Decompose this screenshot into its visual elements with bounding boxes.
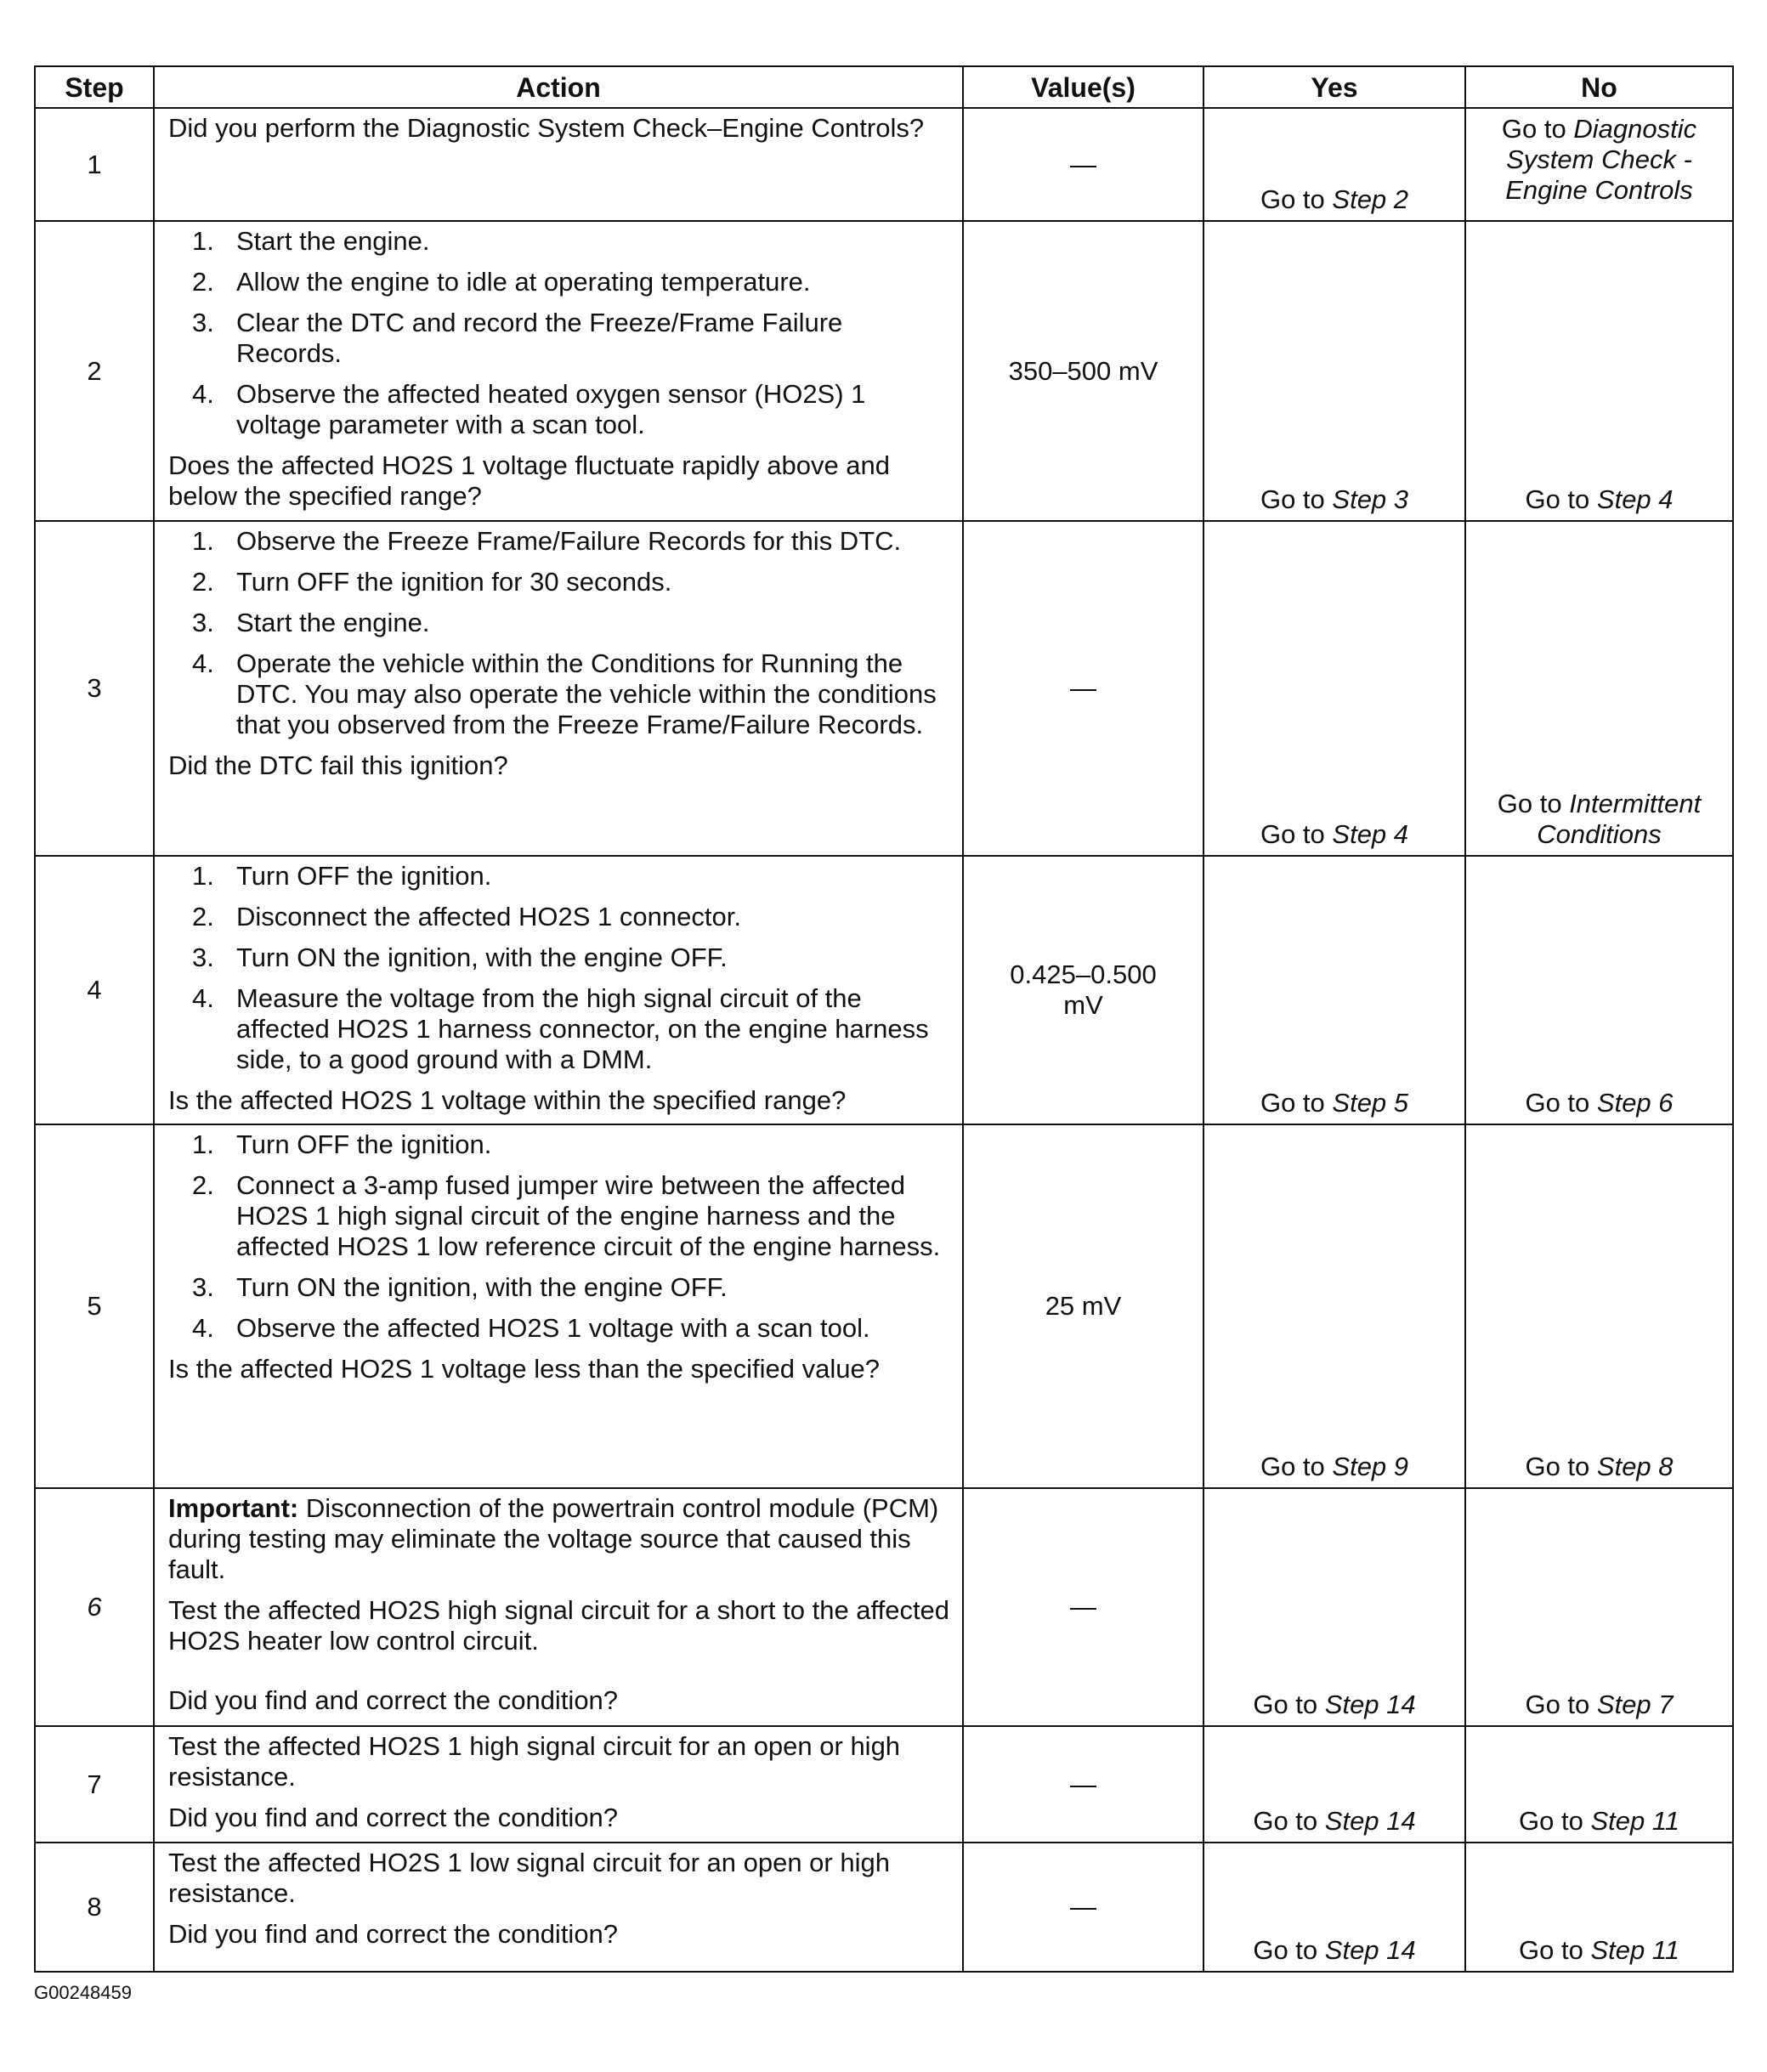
substep-list bbox=[168, 526, 954, 740]
no-cell bbox=[1465, 1726, 1733, 1843]
yes-cell bbox=[1203, 521, 1465, 856]
action-cell bbox=[154, 1843, 963, 1972]
substep-item: 1. Turn OFF the ignition. bbox=[192, 861, 492, 891]
no-prefix: Go to bbox=[1525, 1690, 1590, 1719]
substep-item: 3. Turn ON the ignition, with the engine OFF. bbox=[192, 1272, 728, 1302]
substep-text: Disconnect the affected HO2S 1 connector. bbox=[236, 902, 741, 931]
yes-ref: Step 3 bbox=[1332, 484, 1409, 514]
action-cell bbox=[154, 1124, 963, 1488]
question-text: Did you find and correct the condition? bbox=[168, 1685, 619, 1715]
substep-text: Allow the engine to idle at operating temperature. bbox=[236, 267, 811, 297]
substep-text: Observe the affected HO2S 1 voltage with a scan tool. bbox=[236, 1313, 870, 1343]
value-cell: 25 mV bbox=[963, 1124, 1203, 1488]
action-cell bbox=[154, 221, 963, 521]
header-step: Step bbox=[35, 66, 154, 108]
question-text: Did you find and correct the condition? bbox=[168, 1803, 619, 1832]
header-action: Action bbox=[154, 66, 963, 108]
no-ref: Step 11 bbox=[1590, 1806, 1680, 1836]
step-number: 8 bbox=[35, 1843, 154, 1972]
no-prefix: Go to bbox=[1518, 1935, 1583, 1965]
no-cell bbox=[1465, 856, 1733, 1124]
question-text: Did you perform the Diagnostic System Check–Engine Controls? bbox=[168, 113, 925, 143]
substep-list bbox=[168, 861, 954, 1075]
no-ref: Diagnostic System Check - Engine Controls bbox=[1505, 114, 1697, 205]
step-number: 4 bbox=[35, 856, 154, 1124]
substep-item: 4. Operate the vehicle within the Conditions for Running the DTC. You may also operate the vehicle within the conditions that you observed from the Freeze Frame/Failure Records. bbox=[192, 648, 937, 739]
substep-item: 3. Turn ON the ignition, with the engine OFF. bbox=[192, 943, 728, 972]
substep-text: Turn OFF the ignition for 30 seconds. bbox=[236, 567, 672, 597]
yes-ref: Step 14 bbox=[1324, 1935, 1416, 1965]
substep-list bbox=[168, 1129, 954, 1344]
substep-item: 2. Allow the engine to idle at operating temperature. bbox=[192, 267, 811, 297]
substep-text: Measure the voltage from the high signal circuit of the affected HO2S 1 harness connector, on the engine harness side, to a good ground with a DMM. bbox=[236, 983, 929, 1074]
substep-item: 1. Start the engine. bbox=[192, 226, 430, 256]
yes-ref: Step 9 bbox=[1332, 1452, 1409, 1481]
question-text: Is the affected HO2S 1 voltage within the specified range? bbox=[168, 1085, 847, 1115]
important-text: Disconnection of the powertrain control module (PCM) during testing may eliminate the voltage source that caused this fault. bbox=[168, 1493, 939, 1584]
table-row bbox=[35, 1726, 1733, 1843]
yes-cell bbox=[1203, 221, 1465, 521]
no-prefix: Go to bbox=[1525, 484, 1590, 514]
substep-text: Start the engine. bbox=[236, 608, 430, 637]
no-prefix: Go to bbox=[1501, 114, 1566, 144]
yes-ref: Step 2 bbox=[1332, 184, 1409, 214]
substep-text: Turn ON the ignition, with the engine OFF. bbox=[236, 943, 728, 972]
no-ref: Step 8 bbox=[1596, 1452, 1674, 1481]
step-number: 3 bbox=[35, 521, 154, 856]
no-cell bbox=[1465, 108, 1733, 221]
value-cell: — bbox=[963, 1843, 1203, 1972]
substep-text: Turn OFF the ignition. bbox=[236, 861, 492, 891]
substep-text: Observe the Freeze Frame/Failure Records for this DTC. bbox=[236, 526, 902, 556]
yes-cell bbox=[1203, 1124, 1465, 1488]
table-row bbox=[35, 1843, 1733, 1972]
no-ref: Intermittent Conditions bbox=[1537, 789, 1702, 849]
no-prefix: Go to bbox=[1525, 1452, 1590, 1481]
no-ref: Step 11 bbox=[1590, 1935, 1680, 1965]
substep-text: Observe the affected heated oxygen sensor (HO2S) 1 voltage parameter with a scan tool. bbox=[236, 379, 866, 439]
table-row bbox=[35, 108, 1733, 221]
no-cell bbox=[1465, 221, 1733, 521]
step-number: 5 bbox=[35, 1124, 154, 1488]
step-number: 7 bbox=[35, 1726, 154, 1843]
substep-text: Connect a 3-amp fused jumper wire between the affected HO2S 1 high signal circuit of the engine harness and the affected HO2S 1 low reference circuit of the engine harness. bbox=[236, 1170, 941, 1261]
value-cell: 350–500 mV bbox=[963, 221, 1203, 521]
yes-prefix: Go to bbox=[1253, 1935, 1318, 1965]
table-row bbox=[35, 856, 1733, 1124]
value-cell: — bbox=[963, 1726, 1203, 1843]
substep-item: 3. Clear the DTC and record the Freeze/Frame Failure Records. bbox=[192, 308, 843, 368]
table-row bbox=[35, 221, 1733, 521]
yes-prefix: Go to bbox=[1253, 1806, 1318, 1836]
value-cell: — bbox=[963, 521, 1203, 856]
value-cell: 0.425–0.500 mV bbox=[963, 856, 1203, 1124]
substep-item: 3. Start the engine. bbox=[192, 608, 430, 637]
important-note bbox=[168, 1493, 954, 1585]
table-row bbox=[35, 521, 1733, 856]
test-text: Test the affected HO2S 1 high signal circuit for an open or high resistance. bbox=[168, 1731, 901, 1792]
figure-id: G00248459 bbox=[34, 1982, 132, 2003]
step-number: 6 bbox=[35, 1488, 154, 1726]
question-text: Did the DTC fail this ignition? bbox=[168, 750, 508, 780]
no-ref: Step 7 bbox=[1596, 1690, 1674, 1719]
yes-prefix: Go to bbox=[1253, 1690, 1318, 1719]
no-cell bbox=[1465, 1124, 1733, 1488]
table-row bbox=[35, 1488, 1733, 1726]
test-text: Test the affected HO2S high signal circuit for a short to the affected HO2S heater low control circuit. bbox=[168, 1595, 950, 1656]
header-yes: Yes bbox=[1203, 66, 1465, 108]
value-cell: — bbox=[963, 108, 1203, 221]
yes-prefix: Go to bbox=[1260, 184, 1325, 214]
no-cell bbox=[1465, 1488, 1733, 1726]
no-prefix: Go to bbox=[1525, 1088, 1590, 1118]
substep-list bbox=[168, 226, 954, 440]
yes-cell bbox=[1203, 856, 1465, 1124]
yes-ref: Step 5 bbox=[1332, 1088, 1409, 1118]
yes-cell bbox=[1203, 108, 1465, 221]
substep-text: Turn ON the ignition, with the engine OFF. bbox=[236, 1272, 728, 1302]
step-number: 1 bbox=[35, 108, 154, 221]
no-ref: Step 6 bbox=[1596, 1088, 1674, 1118]
question-text: Did you find and correct the condition? bbox=[168, 1919, 619, 1949]
no-prefix: Go to bbox=[1497, 789, 1562, 818]
header-values: Value(s) bbox=[963, 66, 1203, 108]
value-cell: — bbox=[963, 1488, 1203, 1726]
test-text: Test the affected HO2S 1 low signal circuit for an open or high resistance. bbox=[168, 1848, 890, 1908]
substep-item: 1. Turn OFF the ignition. bbox=[192, 1129, 492, 1159]
action-cell bbox=[154, 1488, 963, 1726]
yes-prefix: Go to bbox=[1260, 1452, 1325, 1481]
no-cell bbox=[1465, 521, 1733, 856]
question-text: Does the affected HO2S 1 voltage fluctuate rapidly above and below the specified range? bbox=[168, 450, 891, 511]
step-number: 2 bbox=[35, 221, 154, 521]
yes-cell bbox=[1203, 1488, 1465, 1726]
question-text: Is the affected HO2S 1 voltage less than the specified value? bbox=[168, 1354, 880, 1384]
header-no: No bbox=[1465, 66, 1733, 108]
yes-prefix: Go to bbox=[1260, 484, 1325, 514]
yes-cell bbox=[1203, 1726, 1465, 1843]
substep-item: 1. Observe the Freeze Frame/Failure Records for this DTC. bbox=[192, 526, 902, 556]
substep-item: 4. Measure the voltage from the high signal circuit of the affected HO2S 1 harness connector, on the engine harness side, to a good ground with a DMM. bbox=[192, 983, 929, 1074]
no-prefix: Go to bbox=[1518, 1806, 1583, 1836]
action-cell bbox=[154, 108, 963, 221]
action-cell bbox=[154, 856, 963, 1124]
yes-ref: Step 14 bbox=[1324, 1806, 1416, 1836]
substep-item: 2. Turn OFF the ignition for 30 seconds. bbox=[192, 567, 672, 597]
diagnostic-table-container bbox=[34, 65, 1732, 1973]
yes-ref: Step 4 bbox=[1332, 819, 1409, 849]
diagnostic-table bbox=[34, 65, 1734, 1973]
yes-ref: Step 14 bbox=[1324, 1690, 1416, 1719]
substep-text: Turn OFF the ignition. bbox=[236, 1129, 492, 1159]
substep-text: Clear the DTC and record the Freeze/Frame Failure Records. bbox=[236, 308, 843, 368]
substep-item: 2. Connect a 3-amp fused jumper wire between the affected HO2S 1 high signal circuit of the engine harness and the affected HO2S 1 low reference circuit of the engine harness. bbox=[192, 1170, 941, 1261]
table-row bbox=[35, 1124, 1733, 1488]
substep-item: 4. Observe the affected heated oxygen sensor (HO2S) 1 voltage parameter with a scan tool. bbox=[192, 379, 866, 439]
action-cell bbox=[154, 521, 963, 856]
important-label: Important: bbox=[168, 1493, 299, 1523]
substep-text: Operate the vehicle within the Conditions for Running the DTC. You may also operate the vehicle within the conditions that you observed from the Freeze Frame/Failure Records. bbox=[236, 648, 937, 739]
substep-text: Start the engine. bbox=[236, 226, 430, 256]
substep-item: 2. Disconnect the affected HO2S 1 connector. bbox=[192, 902, 741, 931]
header-row bbox=[35, 66, 1733, 108]
substep-item: 4. Observe the affected HO2S 1 voltage with a scan tool. bbox=[192, 1313, 870, 1343]
yes-prefix: Go to bbox=[1260, 819, 1325, 849]
yes-cell bbox=[1203, 1843, 1465, 1972]
no-ref: Step 4 bbox=[1596, 484, 1674, 514]
no-cell bbox=[1465, 1843, 1733, 1972]
action-cell bbox=[154, 1726, 963, 1843]
yes-prefix: Go to bbox=[1260, 1088, 1325, 1118]
